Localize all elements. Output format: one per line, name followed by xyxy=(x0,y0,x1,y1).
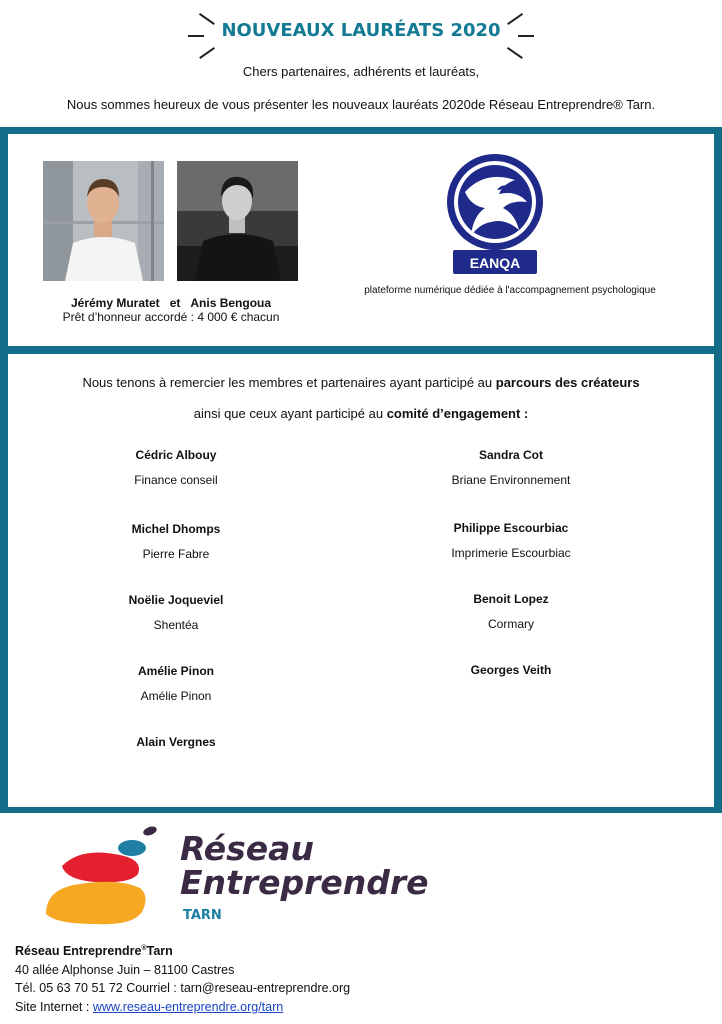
loan-info: Prêt d’honneur accordé : 4 000 € chacun xyxy=(62,310,280,324)
parcours-createurs: parcours des créateurs xyxy=(495,375,640,390)
contact-block xyxy=(15,940,350,1016)
frame-divider xyxy=(0,346,722,354)
participant-name: Amélie Pinon xyxy=(137,664,214,678)
participant-left-5 xyxy=(66,735,286,749)
eanqa-logo xyxy=(445,150,545,276)
participant-right-2 xyxy=(401,521,621,560)
participant-name: Michel Dhomps xyxy=(131,522,221,536)
intro-text: Nous sommes heureux de vous présenter les nouveaux lauréats 2020de Réseau Entreprendre® Tarn. xyxy=(66,97,656,112)
title-banner xyxy=(0,8,722,54)
address: 40 allée Alphonse Juin – 81100 Castres xyxy=(15,962,235,977)
org-registered-mark: ® xyxy=(141,945,147,952)
participant-name: Philippe Escourbiac xyxy=(453,521,569,535)
participant-left-4 xyxy=(66,664,286,703)
brand-sub: TARN xyxy=(183,908,222,923)
thanks-line-2 xyxy=(0,406,722,421)
participant-name: Cédric Albouy xyxy=(135,448,217,462)
participant-org: Pierre Fabre xyxy=(142,547,210,561)
participant-org: Amélie Pinon xyxy=(140,689,212,703)
greeting-text: Chers partenaires, adhérents et lauréats, xyxy=(242,64,480,79)
page-title: NOUVEAUX LAURÉATS 2020 xyxy=(221,20,501,41)
participant-org: Imprimerie Escourbiac xyxy=(451,546,571,560)
participant-right-4 xyxy=(401,663,621,677)
participant-left-1 xyxy=(66,448,286,487)
title-ray-left-bottom xyxy=(199,47,215,59)
comite-engagement: comité d’engagement : xyxy=(386,406,529,421)
brand-line-1: Réseau xyxy=(180,829,314,868)
participant-org: Shentéa xyxy=(153,618,199,632)
participant-org: Briane Environnement xyxy=(451,473,571,487)
participant-name: Benoit Lopez xyxy=(473,592,549,606)
website-link[interactable]: www.reseau-entreprendre.org/tarn xyxy=(92,999,284,1014)
participant-left-2 xyxy=(66,522,286,561)
laureate-names xyxy=(40,296,302,310)
website-line xyxy=(15,998,350,1017)
thanks-line-1 xyxy=(0,375,722,390)
participant-name: Noëlie Joqueviel xyxy=(128,593,224,607)
participant-org: Finance conseil xyxy=(134,473,218,487)
participant-org: Cormary xyxy=(487,617,534,631)
title-ray-right-bottom xyxy=(507,47,523,59)
thanks-line-2-text: ainsi que ceux ayant participé au xyxy=(193,406,387,421)
eanqa-logo-text: EANQA xyxy=(469,255,521,271)
participant-name: Georges Veith xyxy=(470,663,552,677)
org-city: Tarn xyxy=(146,944,173,959)
participant-name: Sandra Cot xyxy=(478,448,543,462)
participant-right-3 xyxy=(401,592,621,631)
laureate-connector: et xyxy=(169,296,181,310)
laureate-photo-1 xyxy=(43,161,164,281)
website-label: Site Internet : xyxy=(15,999,93,1014)
participant-right-1 xyxy=(401,448,621,487)
contact-info: Tél. 05 63 70 51 72 Courriel : tarn@reseau-entreprendre.org xyxy=(15,981,351,996)
thanks-line-1-text: Nous tenons à remercier les membres et partenaires ayant participé au xyxy=(82,375,496,390)
brand-line-2: Entreprendre xyxy=(180,863,429,902)
reseau-entreprendre-logo xyxy=(40,826,430,930)
org-name: Réseau Entreprendre xyxy=(15,944,142,959)
laureate-name-2: Anis Bengoua xyxy=(190,296,272,310)
laureate-photo-2 xyxy=(177,161,298,281)
company-caption: plateforme numérique dédiée à l'accompagnement psychologique xyxy=(364,285,656,296)
laureate-name-1: Jérémy Muratet xyxy=(70,296,160,310)
participant-left-3 xyxy=(66,593,286,632)
org-name-line xyxy=(15,940,350,961)
participant-name: Alain Vergnes xyxy=(136,735,216,749)
